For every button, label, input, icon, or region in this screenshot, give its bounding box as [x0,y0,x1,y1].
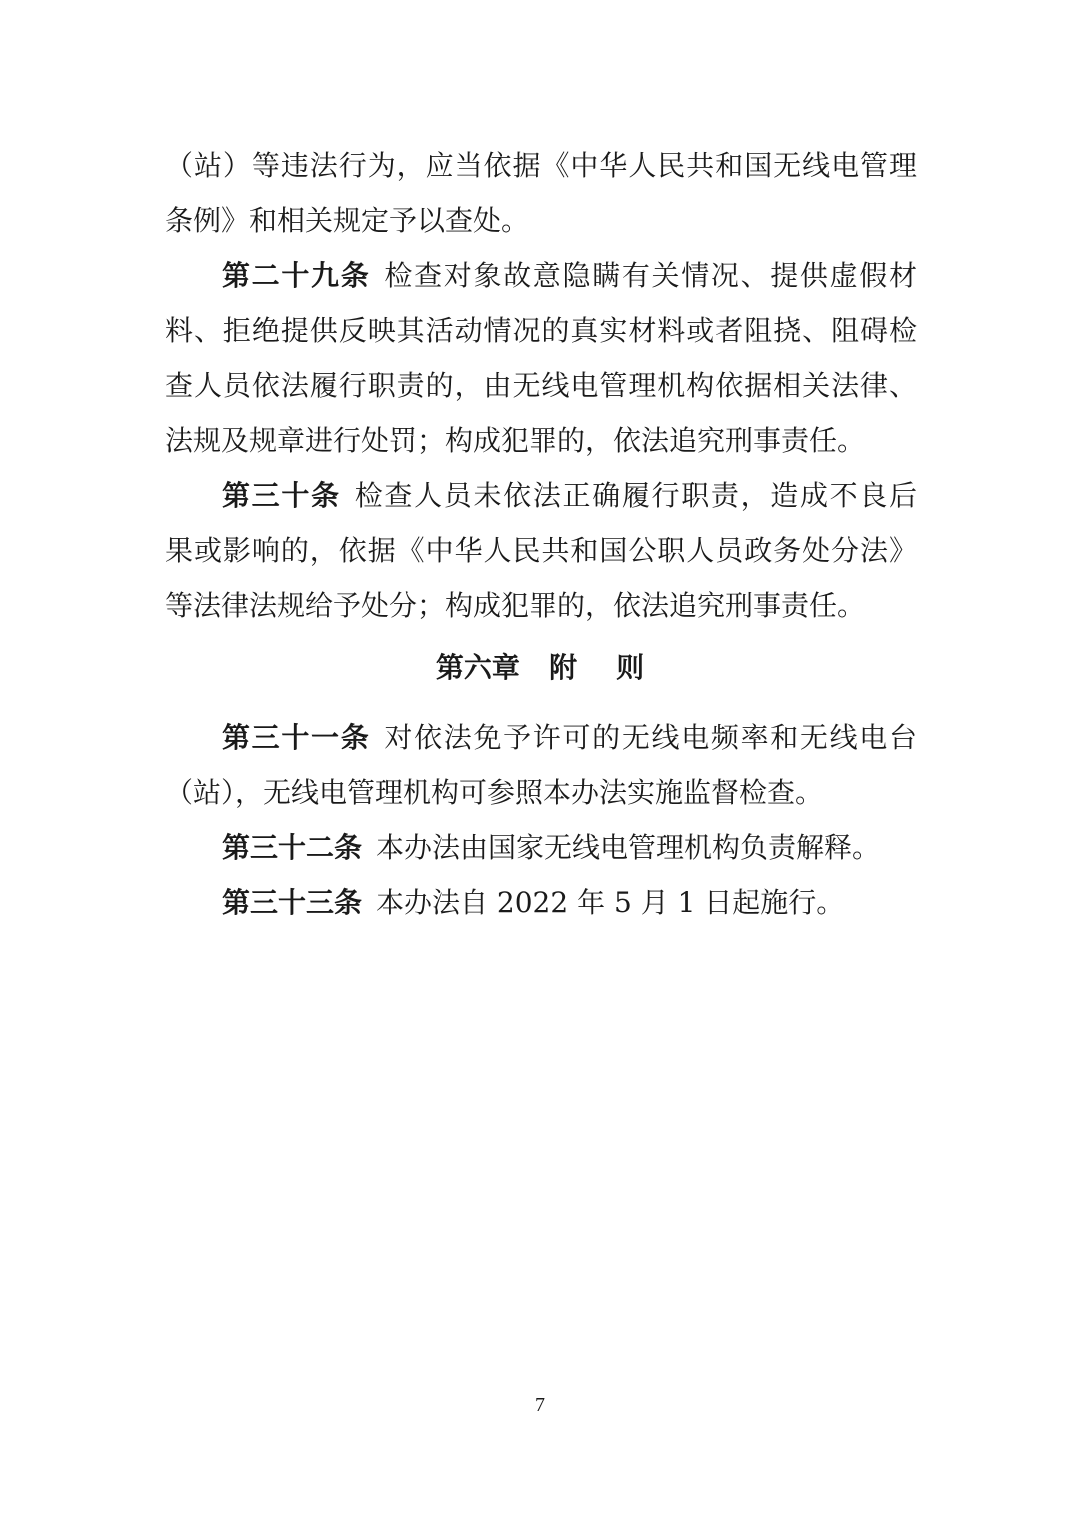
article-29 [222,256,917,296]
article-heading: 第三十一条 [222,721,371,754]
article-text: 检查人员未依法正确履行职责，造成不良后 [354,479,917,512]
article-heading: 第三十三条 [222,886,363,919]
article-heading: 第三十二条 [222,831,363,864]
paragraph-line: 料、拒绝提供反映其活动情况的真实材料或者阻挠、阻碍检 [165,314,917,347]
article-30 [222,476,917,516]
article-heading: 第三十条 [222,479,341,512]
article-31 [222,718,917,758]
paragraph-line: （站），无线电管理机构可参照本办法实施监督检查。 [165,776,824,809]
article-text: 本办法自 2022 年 5 月 1 日起施行。 [376,886,845,919]
paragraph-line: 条例》和相关规定予以查处。 [165,204,530,237]
article-text: 检查对象故意隐瞒有关情况、提供虚假材 [384,259,917,292]
article-32 [222,828,917,868]
paragraph-line: 查人员依法履行职责的，由无线电管理机构依据相关法律、 [165,369,917,402]
chapter-title: 第六章 附 则 [435,651,645,684]
paragraph-line: 法规及规章进行处罚；构成犯罪的，依法追究刑事责任。 [165,424,866,457]
page-number: 7 [535,1394,545,1416]
article-33 [222,883,917,923]
article-text: 本办法由国家无线电管理机构负责解释。 [376,831,881,864]
paragraph-line: （站）等违法行为，应当依据《中华人民共和国无线电管理 [165,149,917,182]
article-heading: 第二十九条 [222,259,371,292]
paragraph-line: 果或影响的，依据《中华人民共和国公职人员政务处分法》 [165,534,917,567]
article-text: 对依法免予许可的无线电频率和无线电台 [384,721,917,754]
paragraph-line: 等法律法规给予处分；构成犯罪的，依法追究刑事责任。 [165,589,866,622]
